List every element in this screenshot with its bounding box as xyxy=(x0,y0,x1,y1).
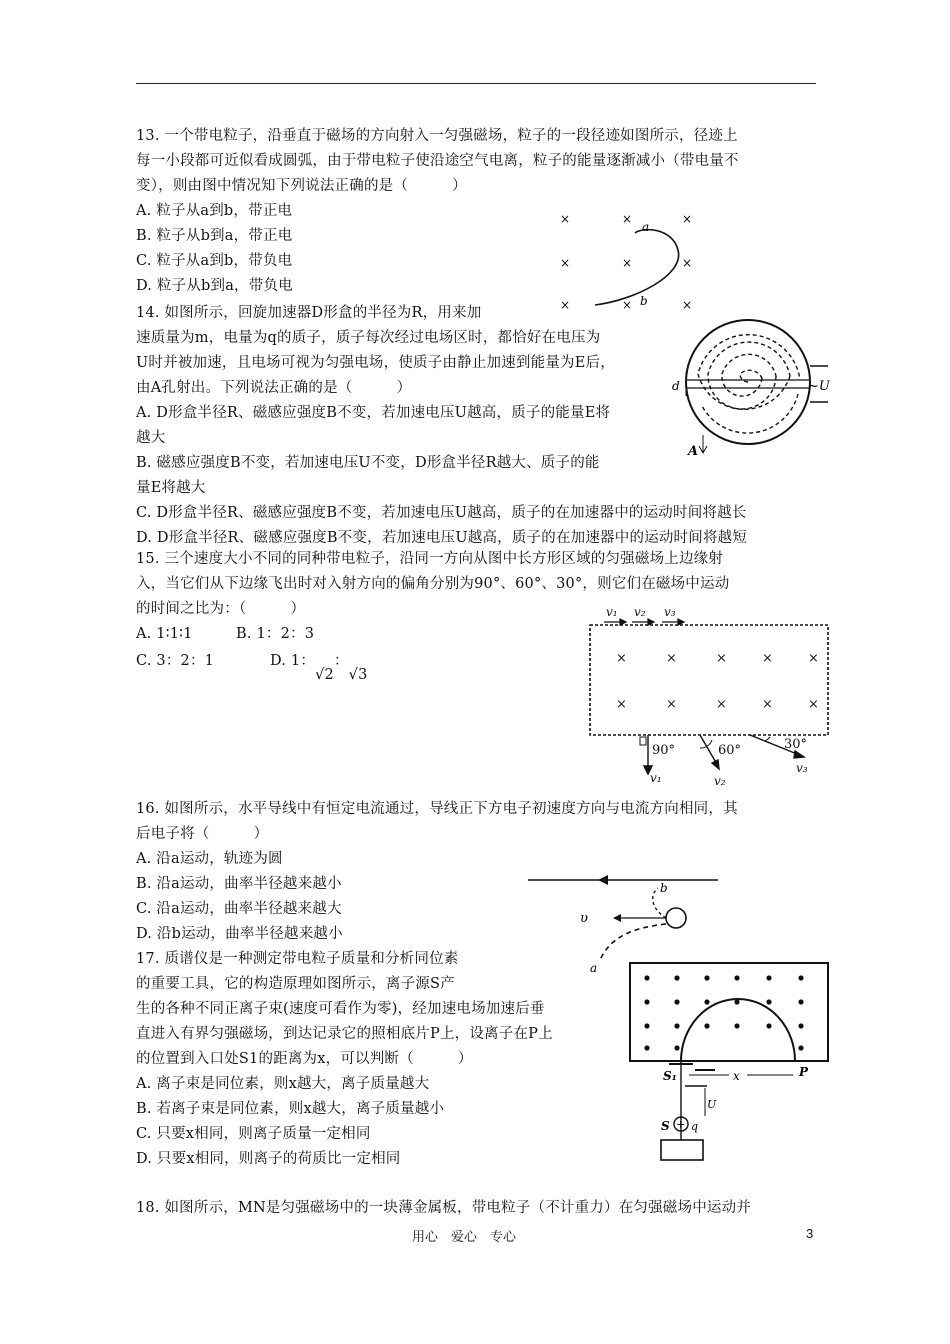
q15-field-figure xyxy=(580,600,842,785)
field-region xyxy=(630,963,828,1061)
q16-option-b: B. 沿a运动，曲率半径越来越小 xyxy=(136,876,342,892)
q17-stem-line: 的位置到入口处S1的距离为x，可以判断（ ） xyxy=(136,1051,473,1067)
cross-mark: × xyxy=(622,298,633,312)
q15-stem-line: 的时间之比为：（ ） xyxy=(136,601,306,617)
q14-stem-line: 14. 如图所示，回旋加速器D形盒的半径为R，用来加 xyxy=(136,305,482,321)
cross-mark: × xyxy=(762,651,773,666)
q16-option-d: D. 沿b运动，曲率半径越来越小 xyxy=(136,926,343,942)
label-b: b xyxy=(640,294,648,308)
cross-mark: × xyxy=(616,697,627,712)
label-v2: v₂ xyxy=(714,774,726,785)
header-rule xyxy=(136,83,816,84)
q13-option-b: B. 粒子从b到a，带正电 xyxy=(136,228,293,244)
q13-option-c: C. 粒子从a到b，带负电 xyxy=(136,253,293,269)
q15-stem-line: 15. 三个速度大小不同的同种带电粒子，沿同一方向从图中长方形区域的匀强磁场上边缘射 xyxy=(136,551,724,567)
q15-sep: ： xyxy=(333,653,349,669)
cross-mark: × xyxy=(762,697,773,712)
electron xyxy=(666,908,686,928)
label-b: b xyxy=(660,881,668,895)
label-v1: v₁ xyxy=(650,771,662,785)
cross-mark: × xyxy=(622,212,633,226)
label-p: P xyxy=(799,1065,809,1079)
cross-mark: × xyxy=(616,651,627,666)
q17-option-d: D. 只要x相同，则离子的荷质比一定相同 xyxy=(136,1151,401,1167)
cross-mark: × xyxy=(560,256,571,270)
cross-mark: × xyxy=(716,651,727,666)
q17-stem-line: 的重要工具，它的构造原理如图所示，离子源S产 xyxy=(136,976,455,992)
label-plus: + xyxy=(676,1118,686,1131)
q15-sqrt3: √3 xyxy=(348,667,368,683)
q13-stem-line: 每一小段都可近似看成圆弧，由于带电粒子使沿途空气电离，粒子的能量逐渐减小（带电量不 xyxy=(136,153,739,169)
cross-mark: × xyxy=(666,697,677,712)
path-a xyxy=(600,924,666,960)
q17-stem-line: 生的各种不同正离子束(速度可看作为零)，经加速电场加速后垂 xyxy=(136,1001,545,1017)
q17-option-b: B. 若离子束是同位素，则x越大，离子质量越小 xyxy=(136,1101,445,1117)
q14-option-c: C. D形盒半径R、磁感应强度B不变，若加速电压U越高，质子的在加速器中的运动时间将越长 xyxy=(136,505,747,521)
q17-option-c: C. 只要x相同，则离子质量一定相同 xyxy=(136,1126,371,1142)
label-a-hole: A xyxy=(688,444,699,458)
label-s1: S₁ xyxy=(663,1069,677,1083)
label-v3: v₃ xyxy=(796,761,808,775)
q15-option-c: C. 3：2：1 xyxy=(136,653,215,669)
q15-option-d-prefix: D. 1： xyxy=(270,653,316,669)
label-u: U xyxy=(707,1098,717,1111)
cross-mark: × xyxy=(622,256,633,270)
cross-mark: × xyxy=(682,256,693,270)
page-number: 3 xyxy=(806,1226,814,1241)
q17-option-a: A. 离子束是同位素，则x越大，离子质量越大 xyxy=(136,1076,430,1092)
footer-motto: 用心 爱心 专心 xyxy=(412,1230,517,1245)
q14-option-d: D. D形盒半径R、磁感应强度B不变，若加速电压U越高，质子的在加速器中的运动时间将越短 xyxy=(136,530,748,546)
label-u: ~U xyxy=(808,379,830,394)
q14-stem-line: 由A孔射出。下列说法正确的是（ ） xyxy=(136,380,412,396)
particle-trajectory xyxy=(595,230,679,305)
label-angle-30: 30° xyxy=(784,737,808,752)
q16-option-c: C. 沿a运动，曲率半径越来越大 xyxy=(136,901,342,917)
q16-stem-line: 16. 如图所示，水平导线中有恒定电流通过，导线正下方电子初速度方向与电流方向相同，其 xyxy=(136,801,738,817)
q14-option-a-cont: 越大 xyxy=(136,430,166,446)
ion-trajectory xyxy=(681,999,795,1061)
q15-option-b: B. 1：2：3 xyxy=(236,626,315,642)
cross-mark: × xyxy=(682,212,693,226)
cross-mark: × xyxy=(666,651,677,666)
cross-mark: × xyxy=(808,697,819,712)
label-angle-90: 90° xyxy=(652,743,676,758)
label-a: a xyxy=(590,961,598,975)
q14-stem-line: 速质量为m，电量为q的质子，质子每次经过电场区时，都恰好在电压为 xyxy=(136,330,601,346)
label-d: d xyxy=(672,379,680,393)
q15-sqrt2: √2 xyxy=(315,667,334,683)
cross-mark: × xyxy=(808,651,819,666)
q17-spectrometer-figure xyxy=(625,958,835,1168)
q18-stem-line: 18. 如图所示，MN是匀强磁场中的一块薄金属板，带电粒子（不计重力）在匀强磁场中运动并 xyxy=(136,1200,751,1216)
label-a: a xyxy=(642,220,650,234)
q15-option-d xyxy=(270,649,368,683)
q16-stem-line: 后电子将（ ） xyxy=(136,826,269,842)
q13-trajectory-figure xyxy=(550,205,700,315)
current-arrow-icon xyxy=(598,875,608,885)
q17-stem-line: 17. 质谱仪是一种测定带电粒子质量和分析同位素 xyxy=(136,951,459,967)
q14-option-b: B. 磁感应强度B不变，若加速电压U不变，D形盒半径R越大、质子的能 xyxy=(136,455,600,471)
label-v1-top: v₁ xyxy=(606,605,618,619)
q13-option-a: A. 粒子从a到b，带正电 xyxy=(136,203,293,219)
label-angle-60: 60° xyxy=(718,743,742,758)
source-box xyxy=(661,1140,703,1160)
label-s: S xyxy=(661,1119,670,1133)
q16-option-a: A. 沿a运动，轨迹为圆 xyxy=(136,851,283,867)
q15-option-a: A. 1∶1∶1 xyxy=(136,626,193,642)
q14-option-b-cont: 量E将越大 xyxy=(136,480,206,496)
q14-option-a: A. D形盒半径R、磁感应强度B不变，若加速电压U越高，质子的能量E将 xyxy=(136,405,611,421)
cross-mark: × xyxy=(560,212,571,226)
cross-mark: × xyxy=(682,298,693,312)
q15-stem-line: 入，当它们从下边缘飞出时对入射方向的偏角分别为90°、60°、30°，则它们在磁场中运动 xyxy=(136,576,730,592)
label-v2-top: v₂ xyxy=(634,605,646,619)
field-region xyxy=(590,625,828,735)
q14-stem-line: U时并被加速，且电场可视为匀强电场，使质子由静止加速到能量为E后， xyxy=(136,355,615,371)
q17-stem-line: 直进入有界匀强磁场，到达记录它的照相底片P上，设离子在P上 xyxy=(136,1026,553,1042)
label-q: q xyxy=(691,1120,699,1133)
cross-mark: × xyxy=(560,298,571,312)
q13-option-d: D. 粒子从b到a，带负电 xyxy=(136,278,293,294)
label-x: x xyxy=(733,1069,740,1083)
q13-stem-line: 13. 一个带电粒子，沿垂直于磁场的方向射入一匀强磁场，粒子的一段径迹如图所示，径迹上 xyxy=(136,128,738,144)
label-v: υ xyxy=(580,911,588,926)
label-v3-top: v₃ xyxy=(664,605,676,619)
q14-cyclotron-figure xyxy=(668,310,833,458)
cross-mark: × xyxy=(716,697,727,712)
q13-stem-line: 变），则由图中情况知下列说法正确的是（ ） xyxy=(136,178,467,194)
